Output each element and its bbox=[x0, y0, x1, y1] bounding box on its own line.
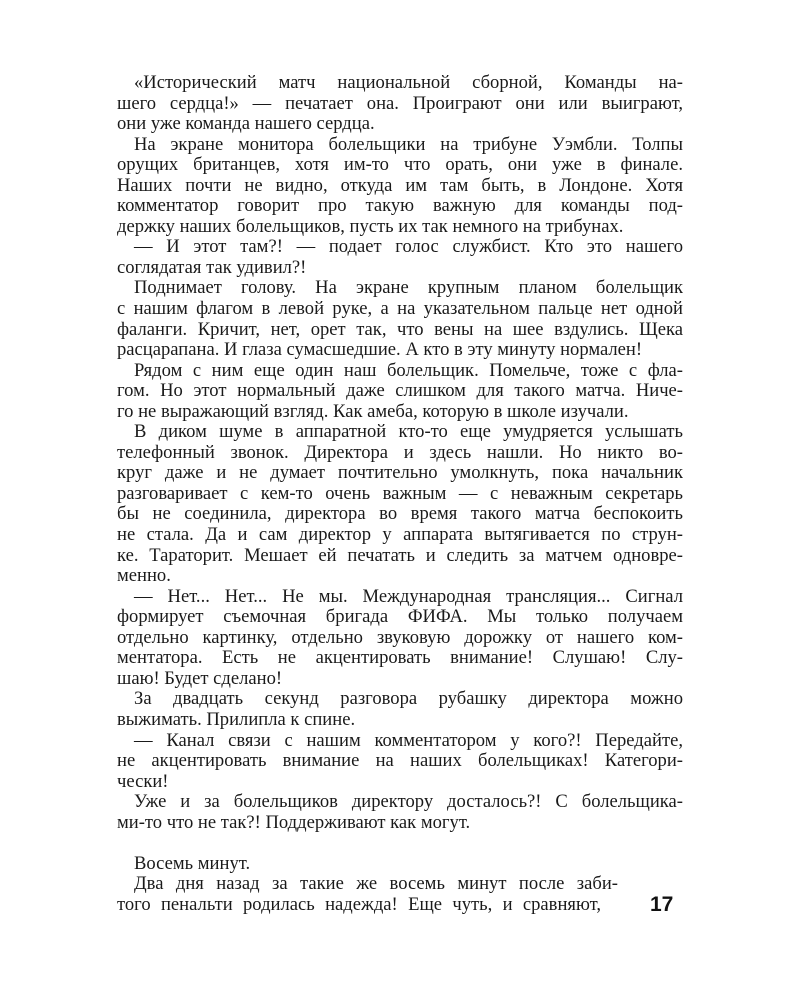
text-line: чески! bbox=[117, 771, 169, 792]
text-line: За двадцать секунд разговора рубашку директора можно bbox=[134, 689, 683, 710]
text-line: комментатор говорит про такую важную для команды под- bbox=[117, 196, 683, 217]
text-line: круг даже и не думает почтительно умолкнуть, пока начальник bbox=[117, 463, 683, 484]
text-line: «Исторический матч национальной сборной, Команды на- bbox=[134, 73, 683, 93]
text-line: шаю! Будет сделано! bbox=[117, 668, 283, 689]
text-line: формирует съемочная бригада ФИФА. Мы только получаем bbox=[117, 607, 683, 628]
text-line: менно. bbox=[117, 566, 171, 587]
text-line: разговаривает с кем-то очень важным — с неважным секретарь bbox=[117, 483, 683, 504]
text-line: держку наших болельщиков, пусть их так немного на трибунах. bbox=[117, 216, 624, 237]
text-line: Восемь минут. bbox=[134, 853, 251, 874]
text-line: выжимать. Прилипла к спине. bbox=[117, 709, 356, 730]
text-line: расцарапана. И глаза сумасшедшие. А кто в эту минуту нормален! bbox=[117, 340, 643, 361]
text-line: ментатора. Есть не акцентировать внимание! Слушаю! Слу- bbox=[117, 648, 683, 669]
text-line: Два дня назад за такие же восемь минут после заби- bbox=[134, 874, 618, 895]
text-line: — Нет... Нет... Не мы. Международная трансляция... Сигнал bbox=[134, 586, 683, 607]
page-number: 17 bbox=[650, 893, 674, 916]
text-line: го не выражающий взгляд. Как амеба, которую в школе изучали. bbox=[117, 401, 629, 422]
text-line: телефонный звонок. Директора и здесь нашли. Но никто во- bbox=[117, 442, 683, 463]
text-line: не акцентировать внимание на наших болельщиках! Категори- bbox=[117, 751, 683, 772]
text-line: фаланги. Кричит, нет, орет так, что вены на шее вздулись. Щека bbox=[117, 319, 683, 340]
text-line: ми-то что не так?! Поддерживают как могут. bbox=[117, 812, 471, 833]
text-line: того пенальти родилась надежда! Еще чуть, и сравняют, bbox=[117, 894, 601, 915]
text-line: отдельно картинку, отдельно звуковую дорожку от нашего ком- bbox=[117, 627, 683, 648]
text-line: ке. Тараторит. Мешает ей печатать и следить за матчем одновре- bbox=[117, 545, 683, 566]
text-line: В диком шуме в аппаратной кто-то еще умудряется услышать bbox=[134, 422, 683, 443]
text-line: Уже и за болельщиков директору досталось?! С болельщика- bbox=[134, 792, 683, 813]
blank-line bbox=[117, 833, 683, 854]
text-line: На экране монитора болельщики на трибуне Уэмбли. Толпы bbox=[134, 134, 683, 155]
text-line: Наших почти не видно, откуда им там быть, в Лондоне. Хотя bbox=[117, 175, 683, 196]
text-line: Поднимает голову. На экране крупным планом болельщик bbox=[134, 278, 683, 299]
text-line: соглядатая так удивил?! bbox=[117, 257, 307, 278]
text-line: шего сердца!» — печатает она. Проиграют они или выиграют, bbox=[117, 93, 683, 114]
text-line: — И этот там?! — подает голос службист. Кто это нашего bbox=[134, 237, 683, 258]
text-line: орущих британцев, хотя им-то что орать, они уже в финале. bbox=[117, 155, 683, 176]
text-line: бы не соединила, директора во время такого матча беспокоить bbox=[117, 504, 683, 525]
text-line: с нашим флагом в левой руке, а на указательном пальце нет одной bbox=[117, 299, 683, 320]
body-text bbox=[117, 73, 683, 915]
text-line: гом. Но этот нормальный даже слишком для такого матча. Ниче- bbox=[117, 381, 683, 402]
text-line: они уже команда нашего сердца. bbox=[117, 114, 375, 135]
text-line: Рядом с ним еще один наш болельщик. Помельче, тоже с фла- bbox=[134, 360, 683, 381]
text-line: не стала. Да и сам директор у аппарата вытягивается по струн- bbox=[117, 525, 683, 546]
text-line: — Канал связи с нашим комментатором у кого?! Передайте, bbox=[134, 730, 683, 751]
